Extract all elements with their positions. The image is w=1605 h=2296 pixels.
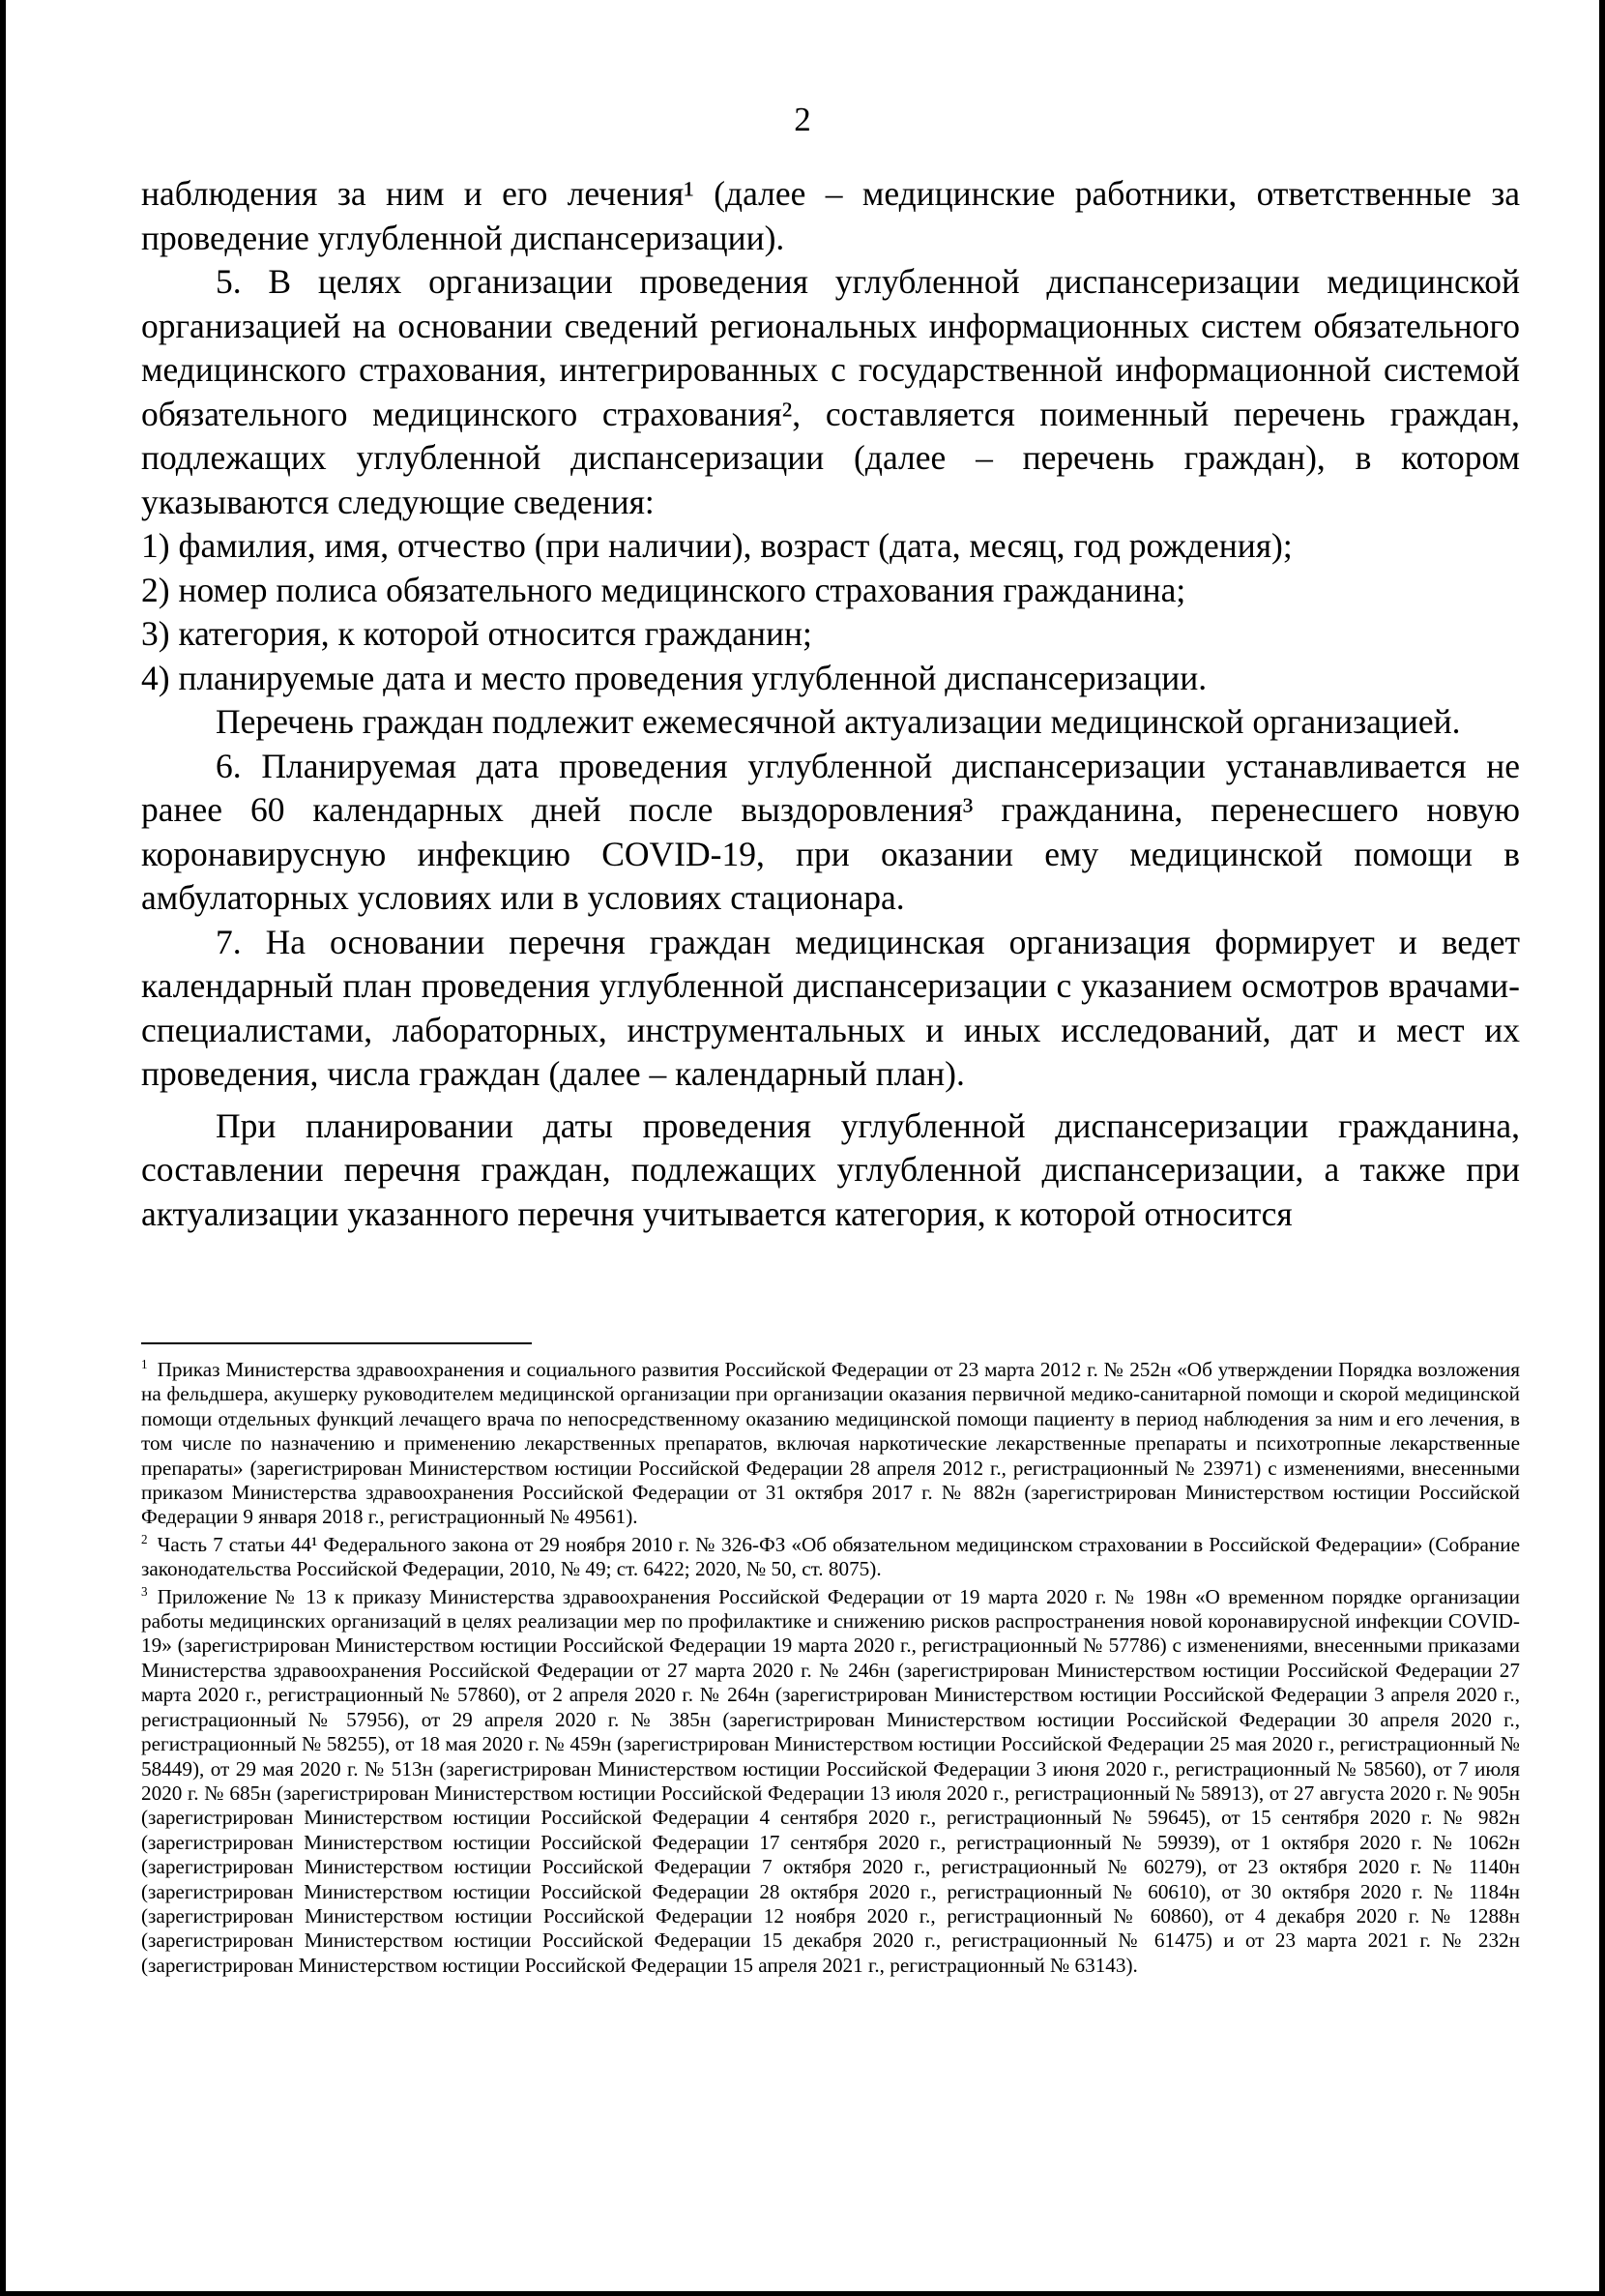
footnote-mark: 2 xyxy=(141,1531,148,1546)
footnote xyxy=(141,1358,1520,1530)
list-item: 2) номер полиса обязательного медицинского страхования гражданина; xyxy=(141,570,1186,609)
paragraph-item-6: 6. Планируемая дата проведения углубленной диспансеризации устанавливается не ранее 60 календарных дней после выздоровления³ гражданина, перенесшего новую коронавирусную инфекцию COVID-19, при оказании ему медицинской помощи в амбулаторных условиях или в условиях стационара. xyxy=(141,746,1520,917)
paragraph-list-update: Перечень граждан подлежит ежемесячной актуализации медицинской организацией. xyxy=(216,702,1461,741)
paragraph-item-5: 5. В целях организации проведения углубленной диспансеризации медицинской организацией на основании сведений региональных информационных систем обязательного медицинского страхования, интегрированных с государственной информационной системой обязательного медицинского страхования², составляется поименный перечень граждан, подлежащих углубленной диспансеризации (далее – перечень граждан), в котором указываются следующие сведения: xyxy=(141,262,1520,521)
footnote xyxy=(141,1533,1520,1582)
paragraph-planning: При планировании даты проведения углубленной диспансеризации гражданина, составлении перечня граждан, подлежащих углубленной диспансеризации, а также при актуализации указанного перечня учитывается категория, к которой относится xyxy=(141,1105,1520,1233)
footnote-mark: 3 xyxy=(141,1583,148,1599)
list-item: 4) планируемые дата и место проведения углубленной диспансеризации. xyxy=(141,658,1208,697)
footnotes xyxy=(141,1358,1520,1981)
list-item: 1) фамилия, имя, отчество (при наличии), возраст (дата, месяц, год рождения); xyxy=(141,526,1293,565)
paragraph-item-7: 7. На основании перечня граждан медицинская организация формирует и ведет календарный план проведения углубленной диспансеризации с указанием осмотров врачами-специалистами, лабораторных, инструментальных и иных исследований, дат и мест их проведения, числа граждан (далее – календарный план). xyxy=(141,922,1520,1093)
footnote-text: Часть 7 статьи 44¹ Федерального закона от 29 ноября 2010 г. № 326-ФЗ «Об обязательном медицинском страховании в Российской Федерации» (Собрание законодательства Российской Федерации, 2010, № 49; ст. 6422; 2020, № 50, ст. 8075). xyxy=(141,1532,1520,1581)
list-item: 3) категория, к которой относится гражданин; xyxy=(141,614,812,653)
footnote xyxy=(141,1585,1520,1979)
main-text xyxy=(141,172,1520,1236)
scan-border-right xyxy=(1599,0,1605,2296)
footnote-text: Приказ Министерства здравоохранения и социального развития Российской Федерации от 23 марта 2012 г. № 252н «Об утверждении Порядка возложения на фельдшера, акушерку руководителем медицинской организации при организации оказания первичной медико-санитарной помощи и скорой медицинской помощи отдельных функций лечащего врача по непосредственному оказанию медицинской помощи пациенту в период наблюдения за ним и его лечения, в том числе по назначению и применению лекарственных препаратов, включая наркотические лекарственные препараты и психотропные лекарственные препараты» (зарегистрирован Министерством юстиции Российской Федерации 28 апреля 2012 г., регистрационный № 23971) с изменениями, внесенными приказом Министерства здравоохранения Российской Федерации от 31 октября 2017 г. № 882н (зарегистрирован Министерством юстиции Российской Федерации 9 января 2018 г., регистрационный № 49561). xyxy=(141,1358,1520,1529)
scan-border-left xyxy=(0,0,6,2296)
footnote-mark: 1 xyxy=(141,1357,148,1372)
footnote-separator xyxy=(141,1342,532,1344)
paragraph-continuation: наблюдения за ним и его лечения¹ (далее – медицинские работники, ответственные за проведение углубленной диспансеризации). xyxy=(141,174,1520,257)
footnote-text: Приложение № 13 к приказу Министерства здравоохранения Российской Федерации от 19 марта 2020 г. № 198н «О временном порядке организации работы медицинских организаций в целях реализации мер по профилактике и снижению рисков распространения новой коронавирусной инфекции COVID-19» (зарегистрирован Министерством юстиции Российской Федерации 19 марта 2020 г., регистрационный № 57786) с изменениями, внесенными приказами Министерства здравоохранения Российской Федерации от 27 марта 2020 г. № 246н (зарегистрирован Министерством юстиции Российской Федерации 27 марта 2020 г., регистрационный № 57860), от 2 апреля 2020 г. № 264н (зарегистрирован Министерством юстиции Российской Федерации 3 апреля 2020 г., регистрационный № 57956), от 29 апреля 2020 г. № 385н (зарегистрирован Министерством юстиции Российской Федерации 30 апреля 2020 г., регистрационный № 58255), от 18 мая 2020 г. № 459н (зарегистрирован Министерством юстиции Российской Федерации 25 мая 2020 г., регистрационный № 58449), от 29 мая 2020 г. № 513н (зарегистрирован Министерством юстиции Российской Федерации 3 июня 2020 г., регистрационный № 58560), от 7 июля 2020 г. № 685н (зарегистрирован Министерством юстиции Российской Федерации 13 июля 2020 г., регистрационный № 58913), от 27 августа 2020 г. № 905н (зарегистрирован Министерством юстиции Российской Федерации 4 сентября 2020 г., регистрационный № 59645), от 15 сентября 2020 г. № 982н (зарегистрирован Министерством юстиции Российской Федерации 17 сентября 2020 г., регистрационный № 59939), от 1 октября 2020 г. № 1062н (зарегистрирован Министерством юстиции Российской Федерации 7 октября 2020 г., регистрационный № 60279), от 23 октября 2020 г. № 1140н (зарегистрирован Министерством юстиции Российской Федерации 28 октября 2020 г., регистрационный № 60610), от 30 октября 2020 г. № 1184н (зарегистрирован Министерством юстиции Российской Федерации 12 ноября 2020 г., регистрационный № 60860), от 4 декабря 2020 г. № 1288н (зарегистрирован Министерством юстиции Российской Федерации 15 декабря 2020 г., регистрационный № 61475) и от 23 марта 2021 г. № 232н (зарегистрирован Министерством юстиции Российской Федерации 15 апреля 2021 г., регистрационный № 63143). xyxy=(141,1584,1521,1977)
scan-border-bottom xyxy=(0,2291,1605,2296)
page-number: 2 xyxy=(794,101,811,138)
